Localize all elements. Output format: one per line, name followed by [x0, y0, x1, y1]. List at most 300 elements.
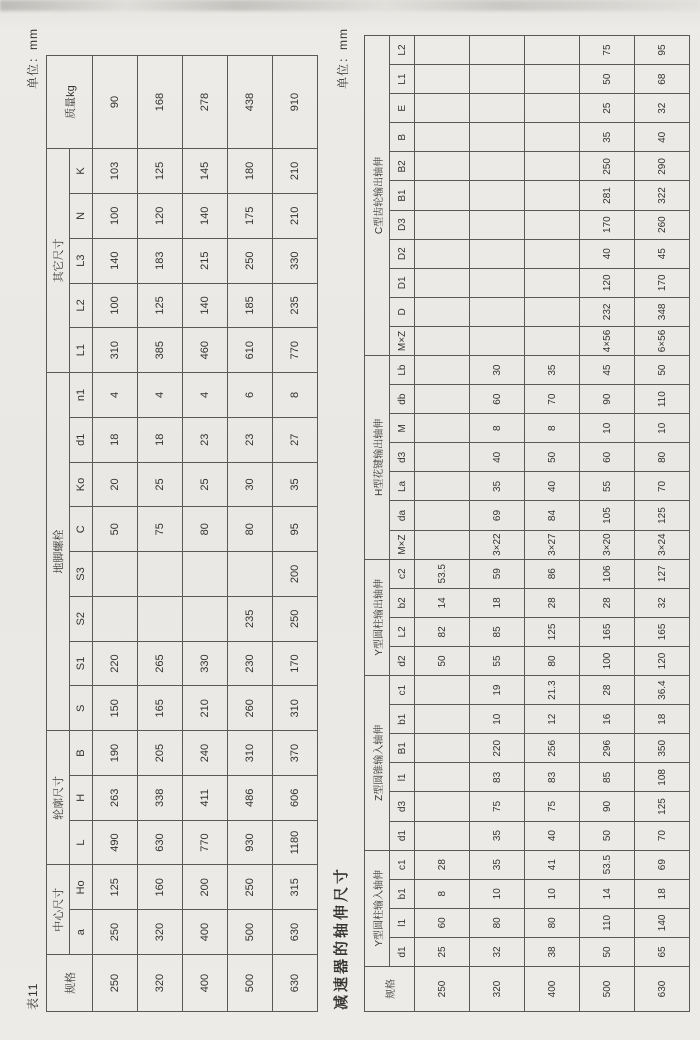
- data-cell: 30: [228, 462, 273, 507]
- data-cell: [415, 326, 470, 355]
- data-cell: 200: [183, 865, 228, 910]
- data-cell: 108: [635, 763, 690, 792]
- data-cell: 4×56: [580, 326, 635, 355]
- data-cell: 385: [138, 328, 183, 373]
- data-cell: 110: [580, 908, 635, 937]
- data-cell: 140: [93, 238, 138, 283]
- data-cell: 25: [415, 937, 470, 966]
- data-cell: 3×20: [580, 530, 635, 559]
- data-cell: 235: [273, 283, 318, 328]
- data-cell: 55: [580, 472, 635, 501]
- table-row: [415, 36, 470, 1012]
- data-cell: 45: [635, 239, 690, 268]
- data-cell: 27: [273, 417, 318, 462]
- data-cell: 18: [470, 588, 525, 617]
- data-cell: [415, 94, 470, 123]
- data-cell: [415, 65, 470, 94]
- data-cell: 235: [228, 596, 273, 641]
- data-cell: 230: [228, 641, 273, 686]
- data-cell: 21.3: [525, 676, 580, 705]
- data-cell: 85: [580, 763, 635, 792]
- data-cell: 35: [273, 462, 318, 507]
- spec-cell: 500: [580, 967, 635, 1012]
- sub-column-header: B: [70, 731, 93, 776]
- sub-column-header: L2: [390, 617, 415, 646]
- data-cell: 14: [580, 879, 635, 908]
- sub-column-header: S3: [70, 552, 93, 597]
- data-cell: 28: [580, 676, 635, 705]
- data-cell: [415, 356, 470, 385]
- data-cell: 240: [183, 731, 228, 776]
- data-cell: 165: [635, 617, 690, 646]
- sub-column-header: L2: [70, 283, 93, 328]
- sub-column-header: M×Z: [390, 530, 415, 559]
- data-cell: 100: [580, 646, 635, 675]
- table2-headline: [330, 28, 351, 1010]
- data-cell: 296: [580, 734, 635, 763]
- group-header: Y型圆柱输出轴伸: [365, 559, 390, 675]
- spec-cell: 400: [183, 955, 228, 1012]
- data-cell: [93, 596, 138, 641]
- data-cell: 20: [93, 462, 138, 507]
- sub-column-header: M×Z: [390, 326, 415, 355]
- data-cell: 32: [635, 588, 690, 617]
- reducer-dimension-table: [46, 55, 318, 1012]
- data-cell: 630: [273, 910, 318, 955]
- data-cell: 770: [183, 820, 228, 865]
- sub-column-header: db: [390, 385, 415, 414]
- data-cell: 210: [273, 149, 318, 194]
- data-cell: 53.5: [415, 559, 470, 588]
- sub-column-header: c2: [390, 559, 415, 588]
- data-cell: 310: [273, 686, 318, 731]
- data-cell: 460: [183, 328, 228, 373]
- data-cell: 10: [635, 414, 690, 443]
- data-cell: [525, 181, 580, 210]
- mass-cell: 910: [273, 56, 318, 149]
- data-cell: [470, 65, 525, 94]
- data-cell: 250: [228, 238, 273, 283]
- data-cell: 3×22: [470, 530, 525, 559]
- sub-column-header: d2: [390, 646, 415, 675]
- spec-cell: 630: [273, 955, 318, 1012]
- data-cell: 150: [93, 686, 138, 731]
- data-cell: 95: [273, 507, 318, 552]
- data-cell: 25: [138, 462, 183, 507]
- data-cell: 3×24: [635, 530, 690, 559]
- spec-cell: 250: [415, 967, 470, 1012]
- data-cell: 30: [470, 356, 525, 385]
- data-cell: [415, 268, 470, 297]
- data-cell: 120: [138, 193, 183, 238]
- data-cell: [183, 596, 228, 641]
- data-cell: 75: [138, 507, 183, 552]
- data-cell: 490: [93, 820, 138, 865]
- data-cell: 60: [470, 385, 525, 414]
- data-cell: [525, 210, 580, 239]
- data-cell: 370: [273, 731, 318, 776]
- sub-column-header: d3: [390, 443, 415, 472]
- data-cell: [138, 596, 183, 641]
- sub-column-header: L1: [390, 65, 415, 94]
- data-cell: 140: [183, 193, 228, 238]
- data-cell: 310: [93, 328, 138, 373]
- data-cell: 330: [273, 238, 318, 283]
- sub-column-header: b1: [390, 705, 415, 734]
- data-cell: [470, 239, 525, 268]
- data-cell: 80: [228, 507, 273, 552]
- data-cell: 205: [138, 731, 183, 776]
- data-cell: [415, 123, 470, 152]
- sub-column-header: L2: [390, 36, 415, 65]
- data-cell: 32: [635, 94, 690, 123]
- mass-cell: 168: [138, 56, 183, 149]
- data-cell: 1180: [273, 820, 318, 865]
- data-cell: 18: [635, 705, 690, 734]
- data-cell: 220: [470, 734, 525, 763]
- data-cell: 411: [183, 775, 228, 820]
- table-row: [635, 36, 690, 1012]
- table-row: [228, 56, 273, 1012]
- data-cell: [470, 152, 525, 181]
- data-cell: 40: [525, 472, 580, 501]
- mass-column-header: 质量kg: [47, 56, 93, 149]
- data-cell: 69: [635, 850, 690, 879]
- sub-column-header: L1: [70, 328, 93, 373]
- data-cell: 250: [228, 865, 273, 910]
- group-header: H型花键输出轴伸: [365, 356, 390, 560]
- sub-column-header: H: [70, 775, 93, 820]
- data-cell: 35: [470, 821, 525, 850]
- data-cell: 10: [470, 879, 525, 908]
- sub-column-header: d1: [390, 821, 415, 850]
- data-cell: 4: [93, 373, 138, 418]
- sub-column-header: D1: [390, 268, 415, 297]
- data-cell: [415, 792, 470, 821]
- data-cell: [415, 414, 470, 443]
- data-cell: [415, 297, 470, 326]
- sub-column-header: da: [390, 501, 415, 530]
- table-row: [580, 36, 635, 1012]
- data-cell: [415, 734, 470, 763]
- data-cell: 183: [138, 238, 183, 283]
- data-cell: 348: [635, 297, 690, 326]
- data-cell: 45: [580, 356, 635, 385]
- data-cell: 330: [183, 641, 228, 686]
- group-header: 轮廓尺寸: [47, 731, 70, 865]
- sub-column-header: E: [390, 94, 415, 123]
- sub-column-header: c1: [390, 850, 415, 879]
- data-cell: 50: [93, 507, 138, 552]
- data-cell: 232: [580, 297, 635, 326]
- data-cell: 28: [415, 850, 470, 879]
- data-cell: 50: [580, 65, 635, 94]
- data-cell: 32: [470, 937, 525, 966]
- sub-column-header: d1: [70, 417, 93, 462]
- data-cell: 60: [580, 443, 635, 472]
- data-cell: 80: [525, 908, 580, 937]
- data-cell: 215: [183, 238, 228, 283]
- data-cell: [415, 501, 470, 530]
- data-cell: 53.5: [580, 850, 635, 879]
- data-cell: 80: [635, 443, 690, 472]
- data-cell: 40: [635, 123, 690, 152]
- data-cell: [415, 705, 470, 734]
- data-cell: 18: [93, 417, 138, 462]
- data-cell: 84: [525, 501, 580, 530]
- data-cell: [415, 385, 470, 414]
- data-cell: 16: [580, 705, 635, 734]
- sub-column-header: D2: [390, 239, 415, 268]
- data-cell: 125: [525, 617, 580, 646]
- data-cell: [228, 552, 273, 597]
- data-cell: [415, 443, 470, 472]
- sub-column-header: l1: [390, 908, 415, 937]
- sub-column-header: La: [390, 472, 415, 501]
- mass-cell: 278: [183, 56, 228, 149]
- data-cell: 310: [228, 731, 273, 776]
- sub-column-header: L: [70, 820, 93, 865]
- sub-column-header: S2: [70, 596, 93, 641]
- sub-column-header: B1: [390, 734, 415, 763]
- sub-column-header: M: [390, 414, 415, 443]
- mass-cell: 438: [228, 56, 273, 149]
- mass-cell: 90: [93, 56, 138, 149]
- data-cell: 25: [183, 462, 228, 507]
- spec-column-header: 规格: [365, 967, 415, 1012]
- data-cell: 106: [580, 559, 635, 588]
- data-cell: 500: [228, 910, 273, 955]
- data-cell: 125: [138, 149, 183, 194]
- data-cell: 41: [525, 850, 580, 879]
- data-cell: [525, 94, 580, 123]
- data-cell: 165: [580, 617, 635, 646]
- table-row: [93, 56, 138, 1012]
- data-cell: [470, 210, 525, 239]
- data-cell: 8: [525, 414, 580, 443]
- data-cell: 25: [580, 94, 635, 123]
- data-cell: 125: [635, 792, 690, 821]
- data-cell: 38: [525, 937, 580, 966]
- sub-column-header: N: [70, 193, 93, 238]
- data-cell: 85: [470, 617, 525, 646]
- data-cell: [525, 268, 580, 297]
- data-cell: 180: [228, 149, 273, 194]
- data-cell: [525, 65, 580, 94]
- data-cell: 265: [138, 641, 183, 686]
- sub-column-header: B2: [390, 152, 415, 181]
- data-cell: 95: [635, 36, 690, 65]
- data-cell: 770: [273, 328, 318, 373]
- data-cell: [525, 326, 580, 355]
- sub-column-header: S1: [70, 641, 93, 686]
- data-cell: 250: [273, 596, 318, 641]
- data-cell: 55: [470, 646, 525, 675]
- data-cell: [93, 552, 138, 597]
- data-cell: 110: [635, 385, 690, 414]
- sub-column-header: S: [70, 686, 93, 731]
- data-cell: 50: [635, 356, 690, 385]
- data-cell: 8: [273, 373, 318, 418]
- data-cell: 100: [93, 283, 138, 328]
- sub-column-header: K: [70, 149, 93, 194]
- unit-label-1: 单位：mm: [26, 28, 40, 89]
- sub-column-header: C: [70, 507, 93, 552]
- data-cell: 59: [470, 559, 525, 588]
- data-cell: 250: [580, 152, 635, 181]
- data-cell: 60: [415, 908, 470, 937]
- data-cell: 350: [635, 734, 690, 763]
- sub-column-header: B1: [390, 181, 415, 210]
- data-cell: 315: [273, 865, 318, 910]
- data-cell: 75: [525, 792, 580, 821]
- data-cell: 290: [635, 152, 690, 181]
- data-cell: 83: [470, 763, 525, 792]
- data-cell: 6×56: [635, 326, 690, 355]
- spec-cell: 250: [93, 955, 138, 1012]
- data-cell: 80: [183, 507, 228, 552]
- data-cell: 125: [635, 501, 690, 530]
- data-cell: [470, 326, 525, 355]
- sub-column-header: B: [390, 123, 415, 152]
- data-cell: 140: [635, 908, 690, 937]
- data-cell: 35: [470, 850, 525, 879]
- data-cell: 40: [470, 443, 525, 472]
- data-cell: 3×27: [525, 530, 580, 559]
- data-cell: 10: [470, 705, 525, 734]
- data-cell: 12: [525, 705, 580, 734]
- data-cell: [470, 181, 525, 210]
- table-row: [273, 56, 318, 1012]
- spec-cell: 630: [635, 967, 690, 1012]
- group-header: Y型圆柱输入轴伸: [365, 850, 390, 966]
- data-cell: 35: [580, 123, 635, 152]
- data-cell: [470, 36, 525, 65]
- data-cell: 50: [580, 937, 635, 966]
- data-cell: 68: [635, 65, 690, 94]
- table1-headline: [24, 28, 41, 1010]
- sub-column-header: c1: [390, 676, 415, 705]
- data-cell: 28: [525, 588, 580, 617]
- data-cell: [415, 821, 470, 850]
- data-cell: 103: [93, 149, 138, 194]
- data-cell: [415, 152, 470, 181]
- data-cell: 175: [228, 193, 273, 238]
- table-row: [525, 36, 580, 1012]
- data-cell: 70: [635, 472, 690, 501]
- sub-column-header: D: [390, 297, 415, 326]
- spec-cell: 500: [228, 955, 273, 1012]
- data-cell: 160: [138, 865, 183, 910]
- data-cell: 220: [93, 641, 138, 686]
- data-cell: 8: [415, 879, 470, 908]
- data-cell: 606: [273, 775, 318, 820]
- table-row: [470, 36, 525, 1012]
- table1-tag: 表11: [26, 982, 40, 1010]
- sub-column-header: d3: [390, 792, 415, 821]
- data-cell: 125: [138, 283, 183, 328]
- data-cell: 50: [525, 443, 580, 472]
- data-cell: 18: [635, 879, 690, 908]
- data-cell: 50: [415, 646, 470, 675]
- data-cell: 86: [525, 559, 580, 588]
- data-cell: 322: [635, 181, 690, 210]
- data-cell: 256: [525, 734, 580, 763]
- data-cell: [415, 36, 470, 65]
- data-cell: 80: [470, 908, 525, 937]
- data-cell: 18: [138, 417, 183, 462]
- data-cell: [415, 472, 470, 501]
- scan-smudge: [0, 0, 700, 11]
- data-cell: 260: [635, 210, 690, 239]
- data-cell: [525, 297, 580, 326]
- data-cell: 338: [138, 775, 183, 820]
- data-cell: 35: [470, 472, 525, 501]
- data-cell: 14: [415, 588, 470, 617]
- data-cell: 210: [183, 686, 228, 731]
- data-cell: 40: [525, 821, 580, 850]
- data-cell: [470, 94, 525, 123]
- data-cell: 69: [470, 501, 525, 530]
- data-cell: [415, 181, 470, 210]
- group-header: 中心尺寸: [47, 865, 70, 955]
- data-cell: 170: [635, 268, 690, 297]
- data-cell: [415, 763, 470, 792]
- sub-column-header: L3: [70, 238, 93, 283]
- data-cell: 260: [228, 686, 273, 731]
- sub-column-header: d1: [390, 937, 415, 966]
- data-cell: 23: [228, 417, 273, 462]
- sub-column-header: Ko: [70, 462, 93, 507]
- data-cell: 6: [228, 373, 273, 418]
- unit-label-2: 单位：mm: [336, 28, 350, 89]
- group-header: C型齿轮输出轴伸: [365, 36, 390, 356]
- spec-cell: 400: [525, 967, 580, 1012]
- sub-column-header: Lb: [390, 356, 415, 385]
- data-cell: 630: [138, 820, 183, 865]
- data-cell: [415, 676, 470, 705]
- data-cell: 50: [580, 821, 635, 850]
- table2-title: 减速器的轴伸尺寸: [333, 865, 350, 1010]
- data-cell: 8: [470, 414, 525, 443]
- sub-column-header: D3: [390, 210, 415, 239]
- data-cell: 190: [93, 731, 138, 776]
- data-cell: 35: [525, 356, 580, 385]
- data-cell: 4: [183, 373, 228, 418]
- sub-column-header: b1: [390, 879, 415, 908]
- spec-cell: 320: [470, 967, 525, 1012]
- data-cell: 10: [580, 414, 635, 443]
- data-cell: 120: [635, 646, 690, 675]
- data-cell: [415, 530, 470, 559]
- data-cell: 170: [273, 641, 318, 686]
- sub-column-header: n1: [70, 373, 93, 418]
- data-cell: 90: [580, 792, 635, 821]
- data-cell: 486: [228, 775, 273, 820]
- data-cell: 320: [138, 910, 183, 955]
- data-cell: [525, 36, 580, 65]
- data-cell: 36.4: [635, 676, 690, 705]
- data-cell: [138, 552, 183, 597]
- data-cell: 100: [93, 193, 138, 238]
- sub-column-header: a: [70, 910, 93, 955]
- group-header: 其它尺寸: [47, 149, 70, 373]
- data-cell: 200: [273, 552, 318, 597]
- data-cell: 19: [470, 676, 525, 705]
- data-cell: 40: [580, 239, 635, 268]
- data-cell: 75: [580, 36, 635, 65]
- data-cell: 610: [228, 328, 273, 373]
